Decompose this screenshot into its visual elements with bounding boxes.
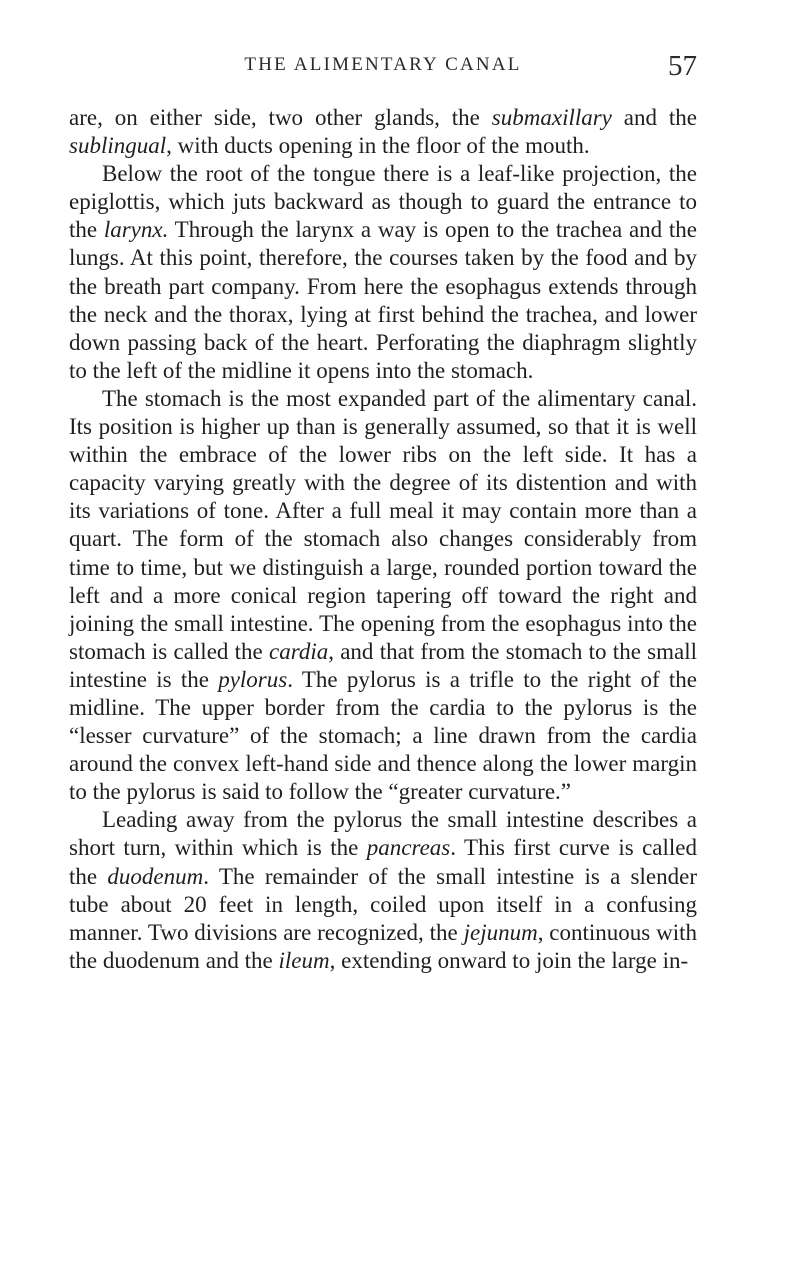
text-run: , with ducts opening in the floor of the mouth. <box>166 133 590 159</box>
italic-term: cardia <box>269 638 329 664</box>
paragraph-2 <box>69 160 697 385</box>
italic-term: submaxillary <box>491 105 612 130</box>
running-head <box>69 50 697 86</box>
text-run: Below the root of the tongue there is a leaf-like projection, the epiglottis, which juts backward as though to guard the entrance to the <box>69 161 697 243</box>
text-run: . The pylorus is a trifle to the right of the midline. The upper border from the cardia to the pylorus is the “lesser curvature” of the stomach; a line drawn from the cardia around the convex left-hand side and thence along the lower margin to the pylorus is said to follow the “greater curvature.” <box>69 666 697 805</box>
italic-term: pancreas <box>366 835 451 861</box>
italic-term: duodenum <box>107 863 204 889</box>
italic-term: sublingual <box>69 133 167 159</box>
page-number: 57 <box>668 50 697 82</box>
text-run: Through the larynx a way is open to the trachea and the lungs. At this point, therefore, the courses taken by the food and by the breath part company. From here the esophagus extends through the neck and the thorax, lying at first behind the trachea, and lower down passing back of the heart. Perforating the diaphragm slightly to the left of the midline it opens into the stomach. <box>69 217 697 383</box>
running-title: THE ALIMENTARY CANAL <box>244 54 522 75</box>
italic-term: larynx. <box>103 217 169 243</box>
text-run: and the <box>611 105 698 130</box>
italic-term: jejunum <box>463 919 538 945</box>
text-run: Leading away from the pylorus the small intestine describes a short turn, within which is the <box>69 807 697 861</box>
text-run: . The remainder of the small intestine is a slender tube about 20 feet in length, coiled upon itself in a confusing manner. Two divisions are recognized, the <box>69 863 697 945</box>
text-run: The stomach is the most expanded part of the alimentary canal. Its position is higher up than is generally assumed, so that it is well within the embrace of the lower ribs on the left side. It has a capacity varying greatly with the degree of its distention and with its variations of tone. After a full meal it may contain more than a quart. The form of the stomach also changes considerably from time to time, but we distinguish a large, rounded portion toward the left and a more conical region tapering off toward the right and joining the small intestine. The opening from the esophagus into the stomach is called the <box>69 385 697 664</box>
text-run: , extending onward to join the large in- <box>329 947 689 973</box>
body-text <box>69 104 697 975</box>
italic-term: pylorus <box>218 666 288 692</box>
italic-term: ileum <box>278 947 330 973</box>
paragraph-4 <box>69 806 697 975</box>
text-run: , continuous with the duodenum and the <box>69 919 697 973</box>
paragraph-3 <box>69 385 697 806</box>
text-run: are, on either side, two other glands, the <box>69 105 492 130</box>
text-run: . This first curve is called the <box>69 835 697 889</box>
paragraph-1 <box>69 104 697 160</box>
text-run: , and that from the stomach to the small intestine is the <box>69 638 697 692</box>
